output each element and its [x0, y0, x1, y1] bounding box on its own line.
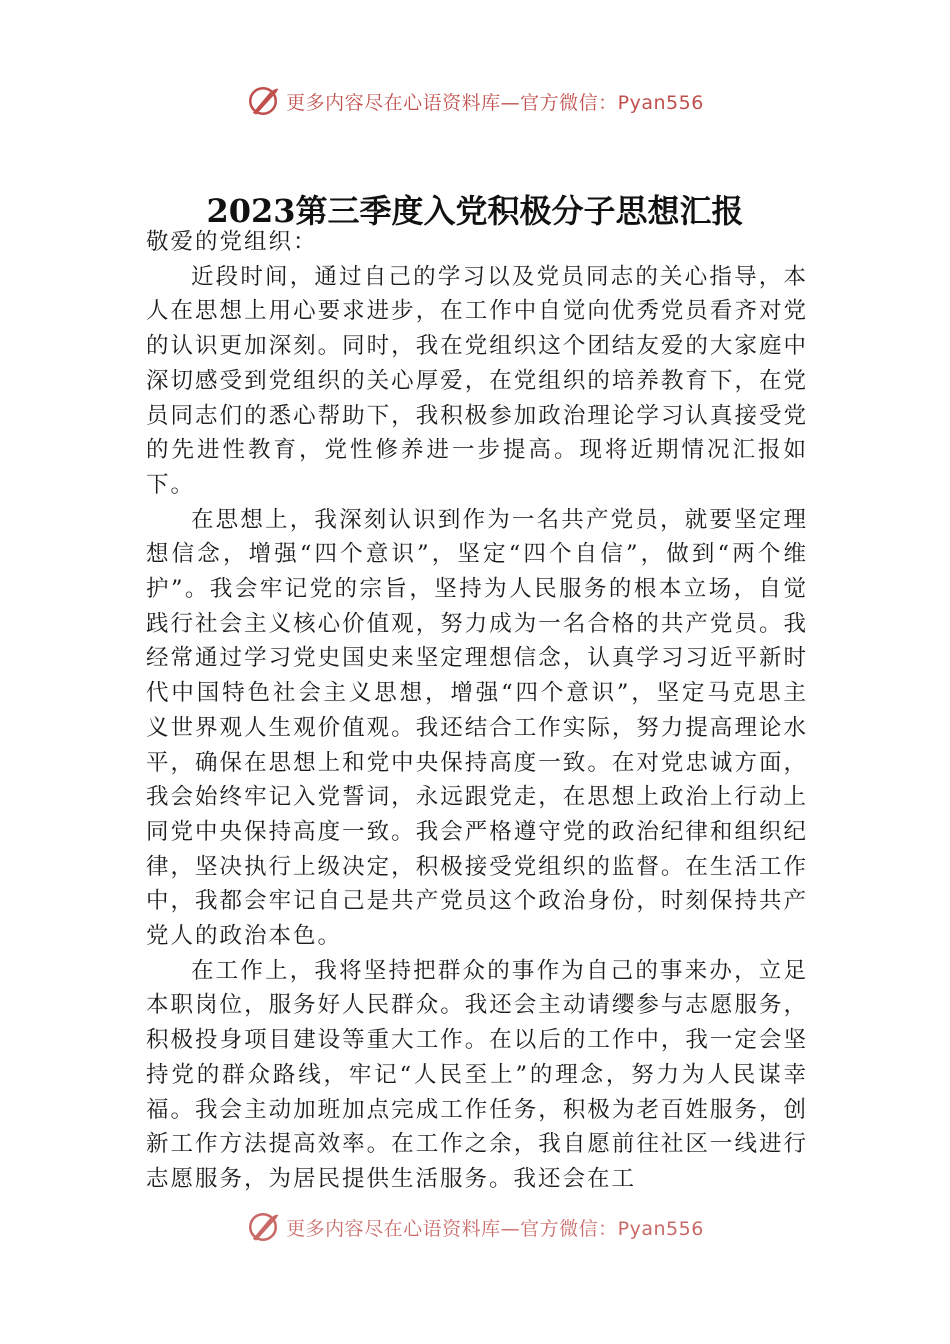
watermark-text: 更多内容尽在心语资料库—官方微信：Pyan556	[286, 1217, 704, 1240]
salutation: 敬爱的党组织：	[146, 229, 318, 255]
watermark-text: 更多内容尽在心语资料库—官方微信：Pyan556	[286, 91, 704, 114]
quill-pen-logo-icon	[246, 1210, 280, 1244]
document-title: 2023第三季度入党积极分子思想汇报	[206, 192, 744, 230]
document-content	[146, 225, 808, 1197]
paragraph: 在思想上，我深刻认识到作为一名共产党员，就要坚定理想信念，增强“四个意识”，坚定“四个自信”，做到“两个维护”。我会牢记党的宗旨，坚持为人民服务的根本立场，自觉践行社会主义核心价值观，努力成为一名合格的共产党员。我经常通过学习党史国史来坚定理想信念，认真学习习近平新时代中国特色社会主义思想，增强“四个意识”，坚定马克思主义世界观人生观价值观。我还结合工作实际，努力提高理论水平，确保在思想上和党中央保持高度一致。在对党忠诚方面，我会始终牢记入党誓词，永远跟党走，在思想上政治上行动上同党中央保持高度一致。我会严格遵守党的政治纪律和组织纪律，坚决执行上级决定，积极接受党组织的监督。在生活工作中，我都会牢记自己是共产党员这个政治身份，时刻保持共产党人的政治本色。	[146, 506, 808, 950]
paragraph: 近段时间，通过自己的学习以及党员同志的关心指导，本人在思想上用心要求进步，在工作中自觉向优秀党员看齐对党的认识更加深刻。同时，我在党组织这个团结友爱的大家庭中深切感受到党组织的关心厚爱，在党组织的培养教育下，在党员同志们的悉心帮助下，我积极参加政治理论学习认真接受党的先进性教育，党性修养进一步提高。现将近期情况汇报如下。	[146, 263, 808, 498]
watermark-footer	[0, 1210, 950, 1244]
paragraph: 在工作上，我将坚持把群众的事作为自己的事来办，立足本职岗位，服务好人民群众。我还会主动请缨参与志愿服务，积极投身项目建设等重大工作。在以后的工作中，我一定会坚持党的群众路线，牢记“人民至上”的理念，努力为人民谋幸福。我会主动加班加点完成工作任务，积极为老百姓服务，创新工作方法提高效率。在工作之余，我自愿前往社区一线进行志愿服务，为居民提供生活服务。我还会在工	[146, 957, 808, 1192]
